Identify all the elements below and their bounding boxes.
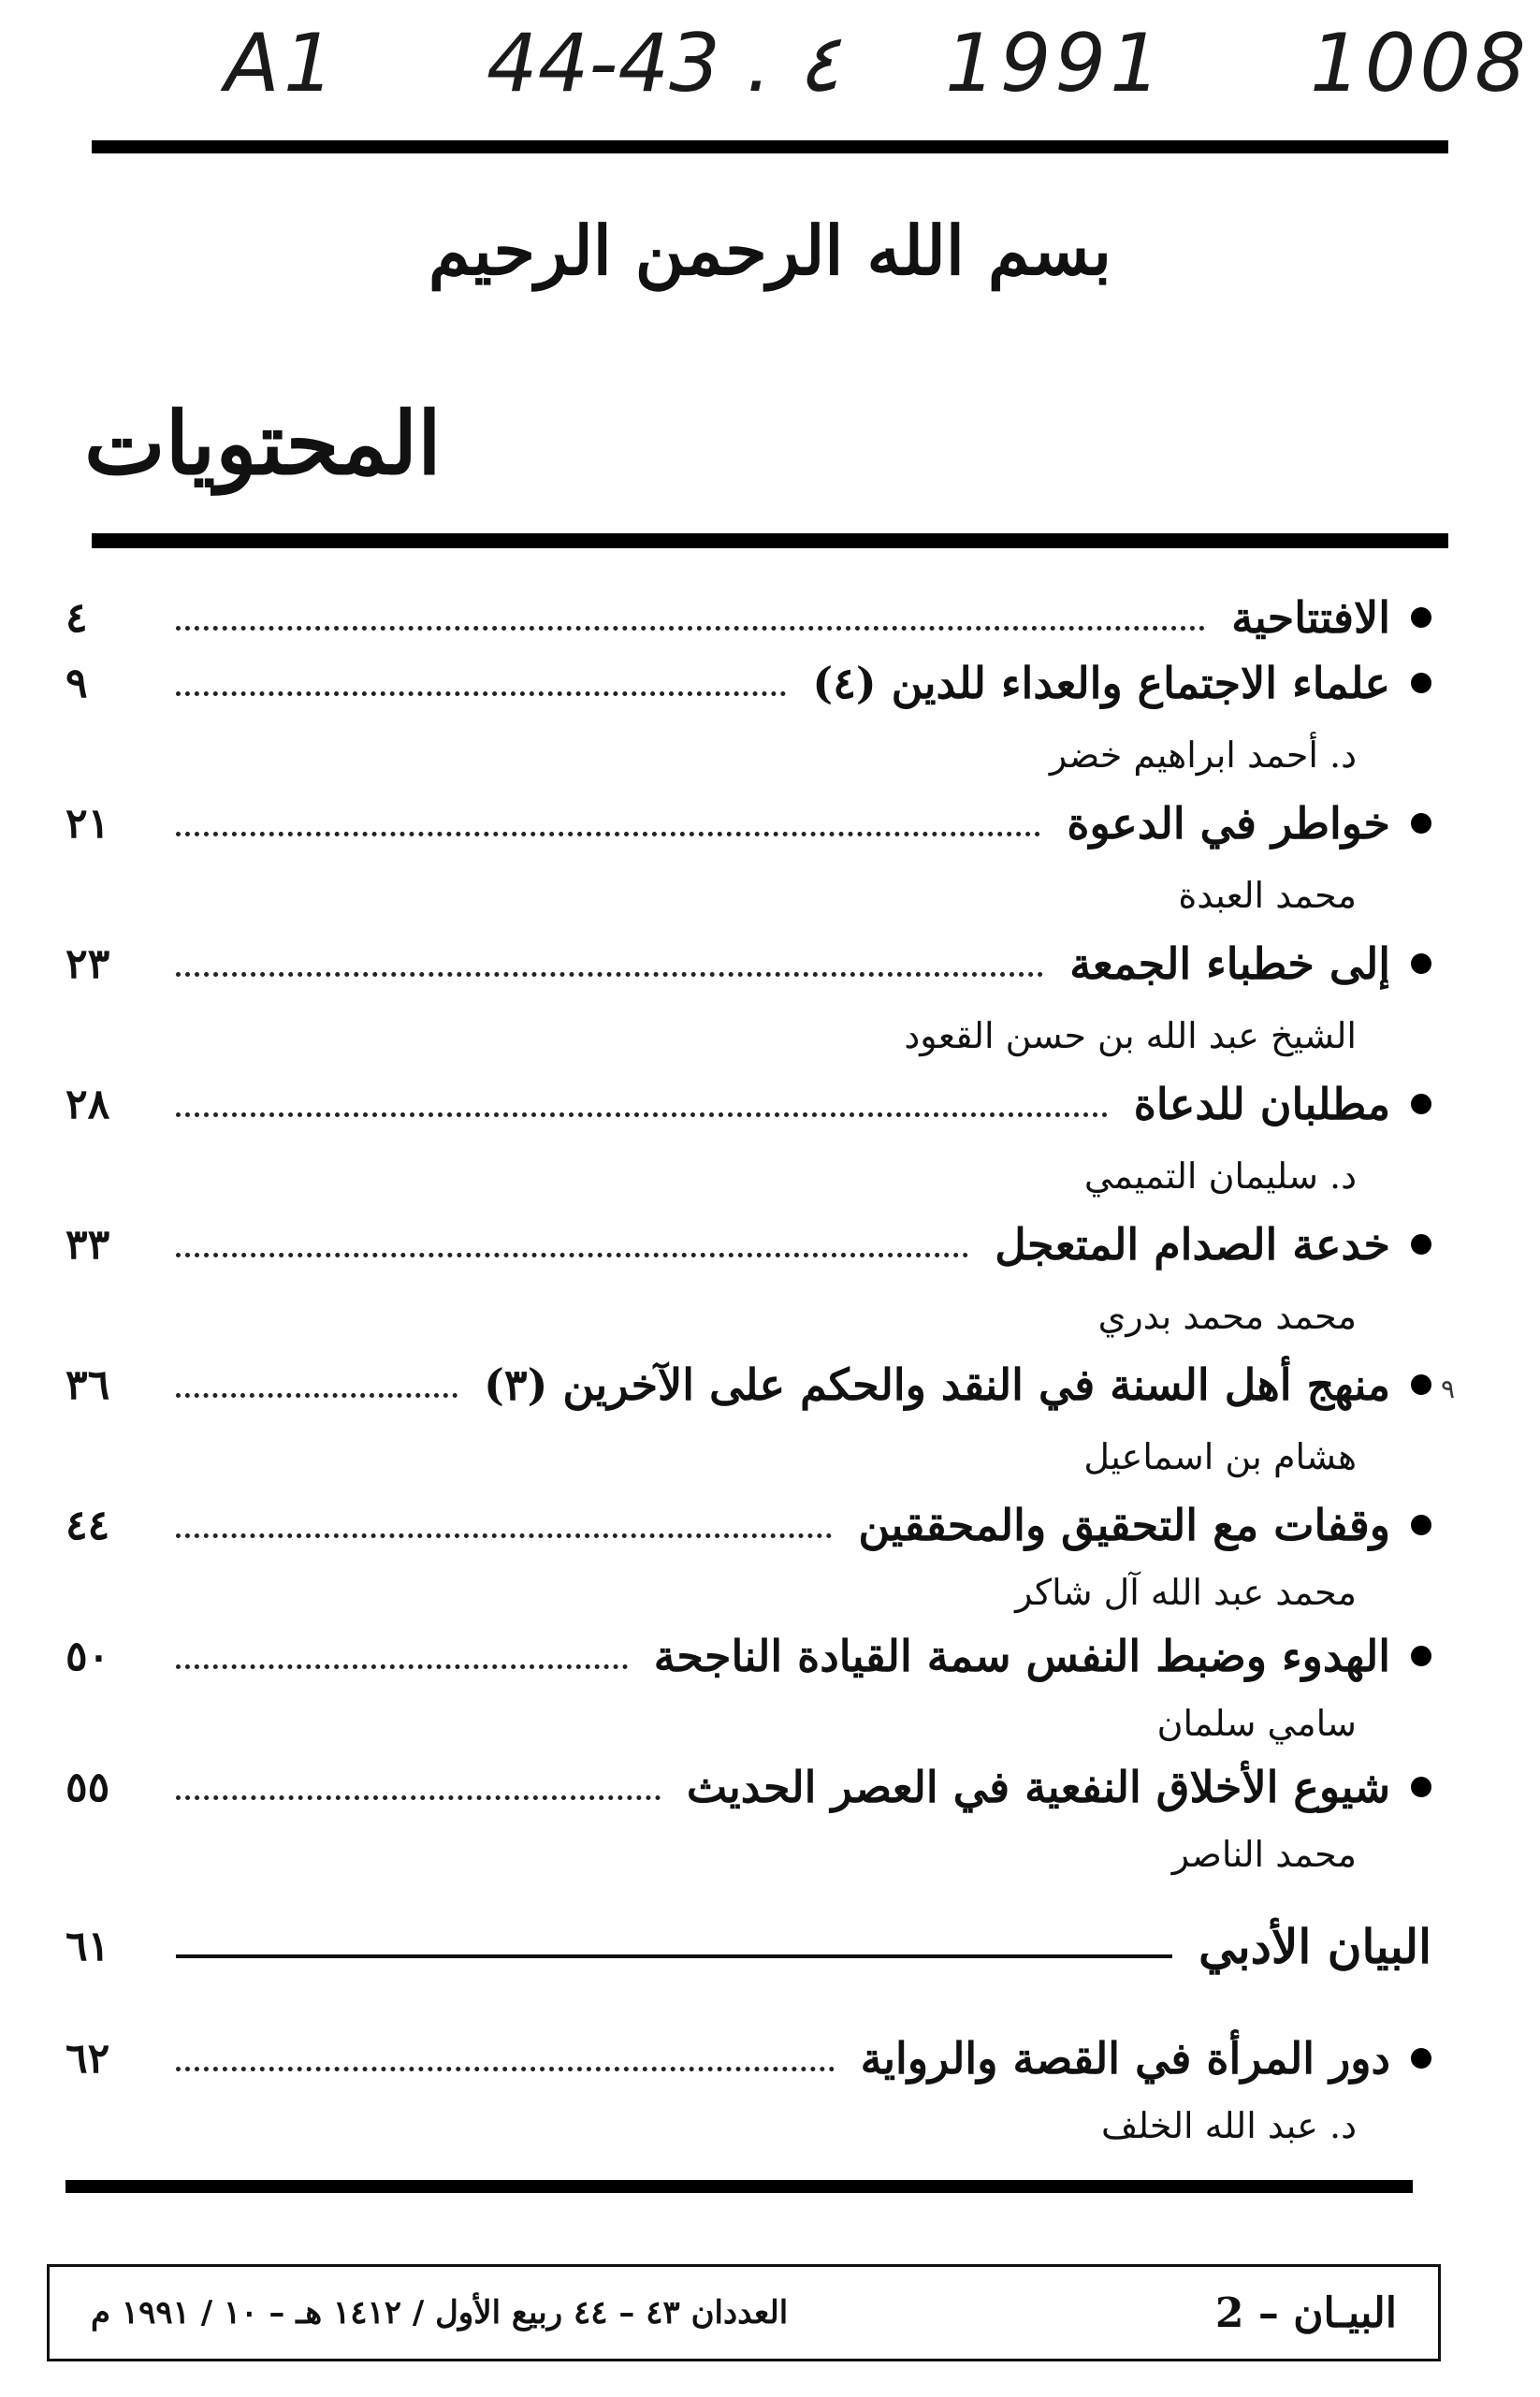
title-rule [92, 533, 1448, 548]
toc-entry-author: د. عبد الله الخلف [1101, 2105, 1357, 2146]
handwritten-year: 1991 [945, 17, 1165, 110]
toc-entry-page: ٥٠ [65, 1632, 110, 1680]
toc-entry[interactable] [65, 1347, 1431, 1422]
toc-entry[interactable] [65, 1207, 1431, 1282]
toc-entry[interactable] [65, 1619, 1431, 1693]
handwritten-annotation [187, 17, 1530, 129]
dot-leader [176, 691, 786, 696]
bullet-icon [1411, 1515, 1431, 1535]
solid-leader [176, 1954, 1172, 1958]
toc-entry-title: منهج أهل السنة في النقد والحكم على الآخرين (٣) [484, 1359, 1390, 1410]
literary-section-heading[interactable] [65, 1909, 1431, 1983]
toc-entry-title: الهدوء وضبط النفس سمة القيادة الناجحة [653, 1631, 1390, 1681]
footer-page-number: 2 [1214, 2288, 1244, 2337]
table-of-contents [0, 580, 1540, 2171]
toc-entry-author: د. سليمان التميمي [1083, 1155, 1357, 1197]
bullet-icon [1411, 1374, 1431, 1395]
dot-leader [176, 1253, 968, 1257]
toc-entry[interactable] [65, 1067, 1431, 1141]
basmala-heading: بسم الله الرحمن الرحيم [428, 211, 1112, 290]
bullet-icon [1411, 1094, 1431, 1114]
toc-entry-page: ٢٣ [65, 939, 110, 988]
toc-entry[interactable] [65, 1750, 1431, 1824]
bullet-icon [1411, 953, 1431, 974]
dot-leader [176, 1664, 628, 1669]
bullet-icon [1411, 1777, 1431, 1797]
toc-entry-author: سامي سلمان [1156, 1703, 1357, 1744]
footer-dash: – [1257, 2288, 1279, 2337]
toc-entry-page: ٢١ [65, 799, 110, 848]
toc-entry[interactable] [65, 2021, 1431, 2096]
dot-leader [176, 972, 1043, 977]
margin-mark: ٩ [1441, 1373, 1456, 1404]
bullet-icon [1411, 1234, 1431, 1255]
toc-entry-author: هشام بن اسماعيل [1083, 1436, 1357, 1477]
toc-entry-author: محمد عبد الله آل شاكر [1015, 1572, 1357, 1613]
dot-leader [176, 626, 1205, 631]
toc-entry-page: ٥٥ [65, 1763, 110, 1811]
bullet-icon [1411, 673, 1431, 693]
literary-section-title: البيان الأدبي [1199, 1918, 1431, 1974]
toc-entry[interactable] [65, 1488, 1431, 1562]
dot-leader [176, 1795, 661, 1800]
dot-leader [176, 1533, 832, 1538]
toc-entry-title: خواطر في الدعوة [1067, 798, 1390, 849]
toc-entry-page: ٦٢ [65, 2034, 110, 2083]
toc-entry-title: دور المرأة في القصة والرواية [860, 2033, 1390, 2084]
footer-magazine-name: البيـان [1293, 2288, 1397, 2337]
footer-issue-info: العددان ٤٣ – ٤٤ ربيع الأول / ١٤١٢ هـ – ١٠ / ١٩٩١ م [91, 2294, 789, 2332]
bottom-rule [65, 2180, 1413, 2193]
toc-entry-author: د. أحمد ابراهيم خضر [1049, 734, 1357, 776]
toc-entry-title: وقفات مع التحقيق والمحققين [858, 1500, 1390, 1550]
toc-entry-author: محمد الناصر [1171, 1834, 1357, 1875]
toc-entry-page: ٤ [65, 593, 88, 642]
toc-entry-title: مطلبان للدعاة [1133, 1079, 1390, 1129]
toc-entry-author: محمد العبدة [1178, 875, 1357, 916]
dot-leader [176, 1112, 1108, 1117]
handwritten-issue-range: 44-43 . ٤ [487, 17, 841, 110]
toc-entry[interactable] [65, 646, 1431, 720]
toc-entry-title: الافتتاحية [1231, 592, 1390, 643]
toc-entry-page: ٣٣ [65, 1220, 110, 1269]
toc-entry[interactable] [65, 926, 1431, 1001]
toc-entry-page: ٤٤ [65, 1501, 110, 1549]
handwritten-number: 1008 [1310, 17, 1530, 110]
footer-magazine-page [1215, 2289, 1397, 2337]
dot-leader [176, 832, 1040, 836]
toc-entry-page: ٣٦ [65, 1360, 110, 1409]
dot-leader [176, 1393, 458, 1398]
toc-entry-title: خدعة الصدام المتعجل [995, 1219, 1390, 1270]
top-rule [92, 140, 1448, 153]
toc-entry[interactable] [65, 580, 1431, 655]
toc-entry-author: محمد محمد بدري [1097, 1296, 1357, 1337]
toc-entry-title: علماء الاجتماع والعداء للدين (٤) [812, 658, 1390, 708]
dot-leader [176, 2067, 835, 2071]
literary-section-page: ٦١ [65, 1922, 110, 1970]
bullet-icon [1411, 813, 1431, 834]
toc-entry[interactable] [65, 786, 1431, 861]
bullet-icon [1411, 607, 1431, 628]
bullet-icon [1411, 2048, 1431, 2069]
toc-entry-title: إلى خطباء الجمعة [1069, 938, 1390, 989]
footer-box [47, 2264, 1441, 2361]
toc-entry-page: ٩ [65, 659, 88, 707]
contents-title: المحتويات [84, 393, 442, 494]
handwritten-code: A1 [225, 17, 339, 110]
toc-entry-title: شيوع الأخلاق النفعية في العصر الحديث [686, 1762, 1390, 1812]
toc-entry-author: الشيخ عبد الله بن حسن القعود [904, 1015, 1357, 1056]
bullet-icon [1411, 1646, 1431, 1666]
toc-entry-page: ٢٨ [65, 1080, 110, 1128]
